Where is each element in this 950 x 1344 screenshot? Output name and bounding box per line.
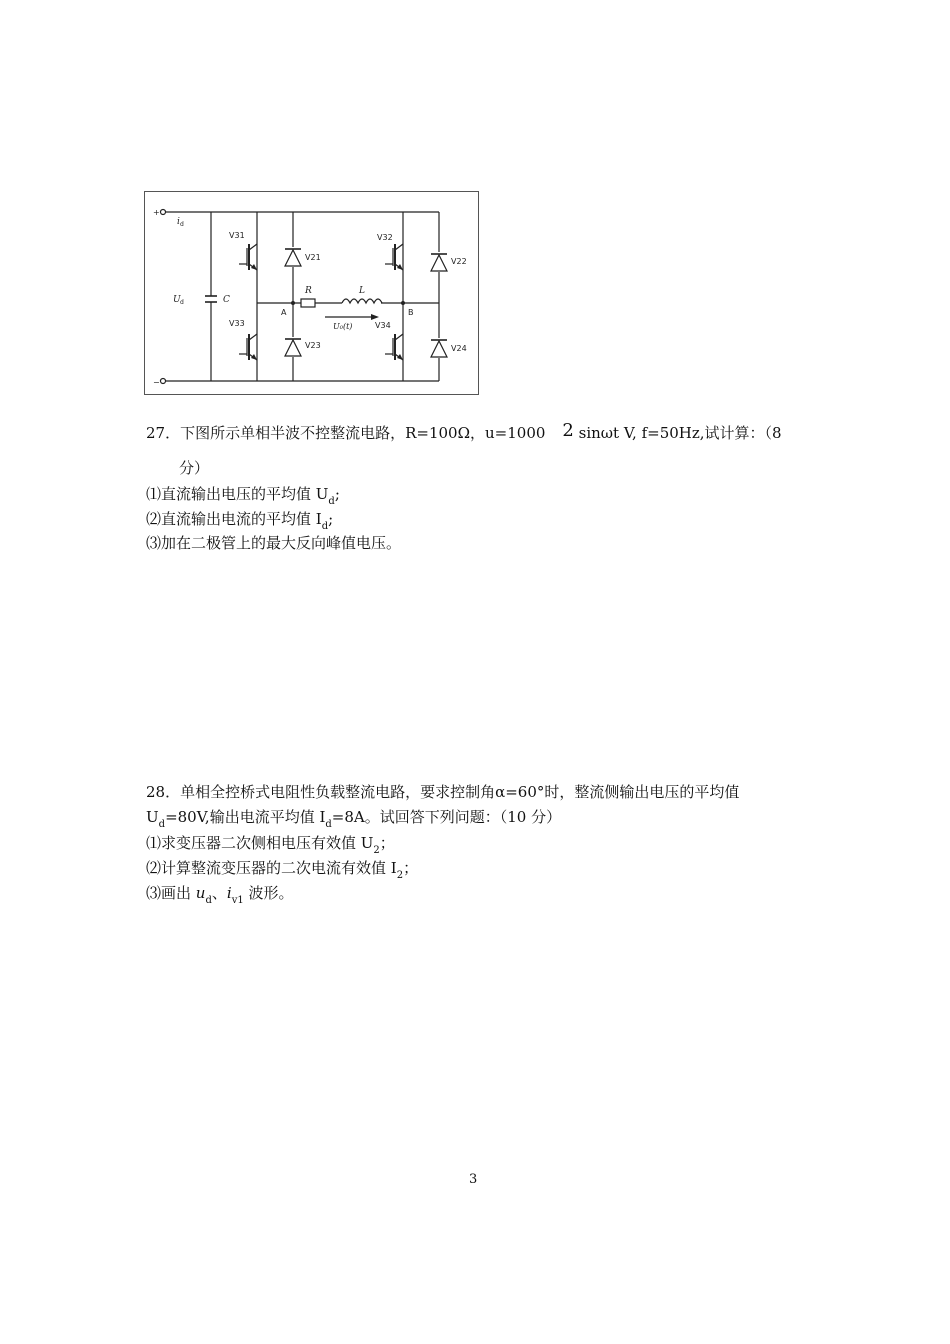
q27-item2: ⑵直流输出电流的平均值 $I_d$; — [146, 510, 334, 532]
q27-line1 — [146, 420, 782, 442]
q27-item1: ⑴直流输出电压的平均值 $U_d$; — [146, 485, 340, 507]
q28-item1: ⑴求变压器二次侧相电压有效值 $U_2$； — [146, 834, 395, 856]
label-v23: V23 — [305, 341, 321, 350]
label-v34: V34 — [375, 321, 391, 330]
label-v22: V22 — [451, 257, 467, 266]
label-v31: V31 — [229, 231, 245, 240]
q28-line2: $U_d=80V$,输出电流平均值 $I_d=8A$。试回答下列问题：（10 分） — [146, 808, 562, 830]
q28-item2: ⑵计算整流变压器的二次电流有效值 $I_2$； — [146, 859, 419, 881]
inductor-l — [342, 299, 382, 303]
label-u0: U₀(t) — [333, 322, 353, 331]
label-c: C — [223, 295, 230, 305]
q28-item3: ⑶画出 $u_d$、$i_{v1}$ 波形。 — [146, 884, 294, 906]
label-id: i — [177, 217, 180, 227]
q27-line1-b: sinωt V, f=50Hz,试计算：（8 — [573, 424, 782, 442]
resistor-r — [301, 299, 315, 307]
label-l: L — [359, 286, 365, 296]
page-number: 3 — [469, 1172, 478, 1187]
circuit-figure — [144, 191, 479, 395]
q27-line1-a: 27．下图所示单相半波不控整流电路，R=100Ω，u=1000 — [146, 424, 546, 442]
q27-item3: ⑶加在二极管上的最大反向峰值电压。 — [146, 534, 402, 552]
label-v21: V21 — [305, 253, 321, 262]
diode-v21 — [285, 247, 301, 267]
diode-v22 — [431, 252, 447, 272]
positive-terminal — [161, 210, 166, 215]
label-v33: V33 — [229, 319, 245, 328]
label-r: R — [305, 286, 312, 296]
q28-line1: 28．单相全控桥式电阻性负载整流电路，要求控制角α=60°时，整流侧输出电压的平均值 — [146, 783, 740, 801]
label-ud: U — [173, 295, 181, 305]
diode-v24 — [431, 338, 447, 358]
label-a: A — [281, 308, 287, 317]
q27-sqrt-two: 2 — [562, 420, 574, 441]
label-b: B — [408, 308, 414, 317]
diode-v23 — [285, 337, 301, 357]
label-ud-sub: d — [180, 299, 184, 306]
label-id-sub: d — [180, 221, 184, 228]
label-minus: − — [153, 378, 160, 387]
label-v24: V24 — [451, 344, 467, 353]
negative-terminal — [161, 379, 166, 384]
q27-line2: 分） — [179, 459, 210, 477]
inverter-circuit-diagram — [145, 192, 480, 396]
label-plus: + — [153, 208, 160, 217]
label-v32: V32 — [377, 233, 393, 242]
